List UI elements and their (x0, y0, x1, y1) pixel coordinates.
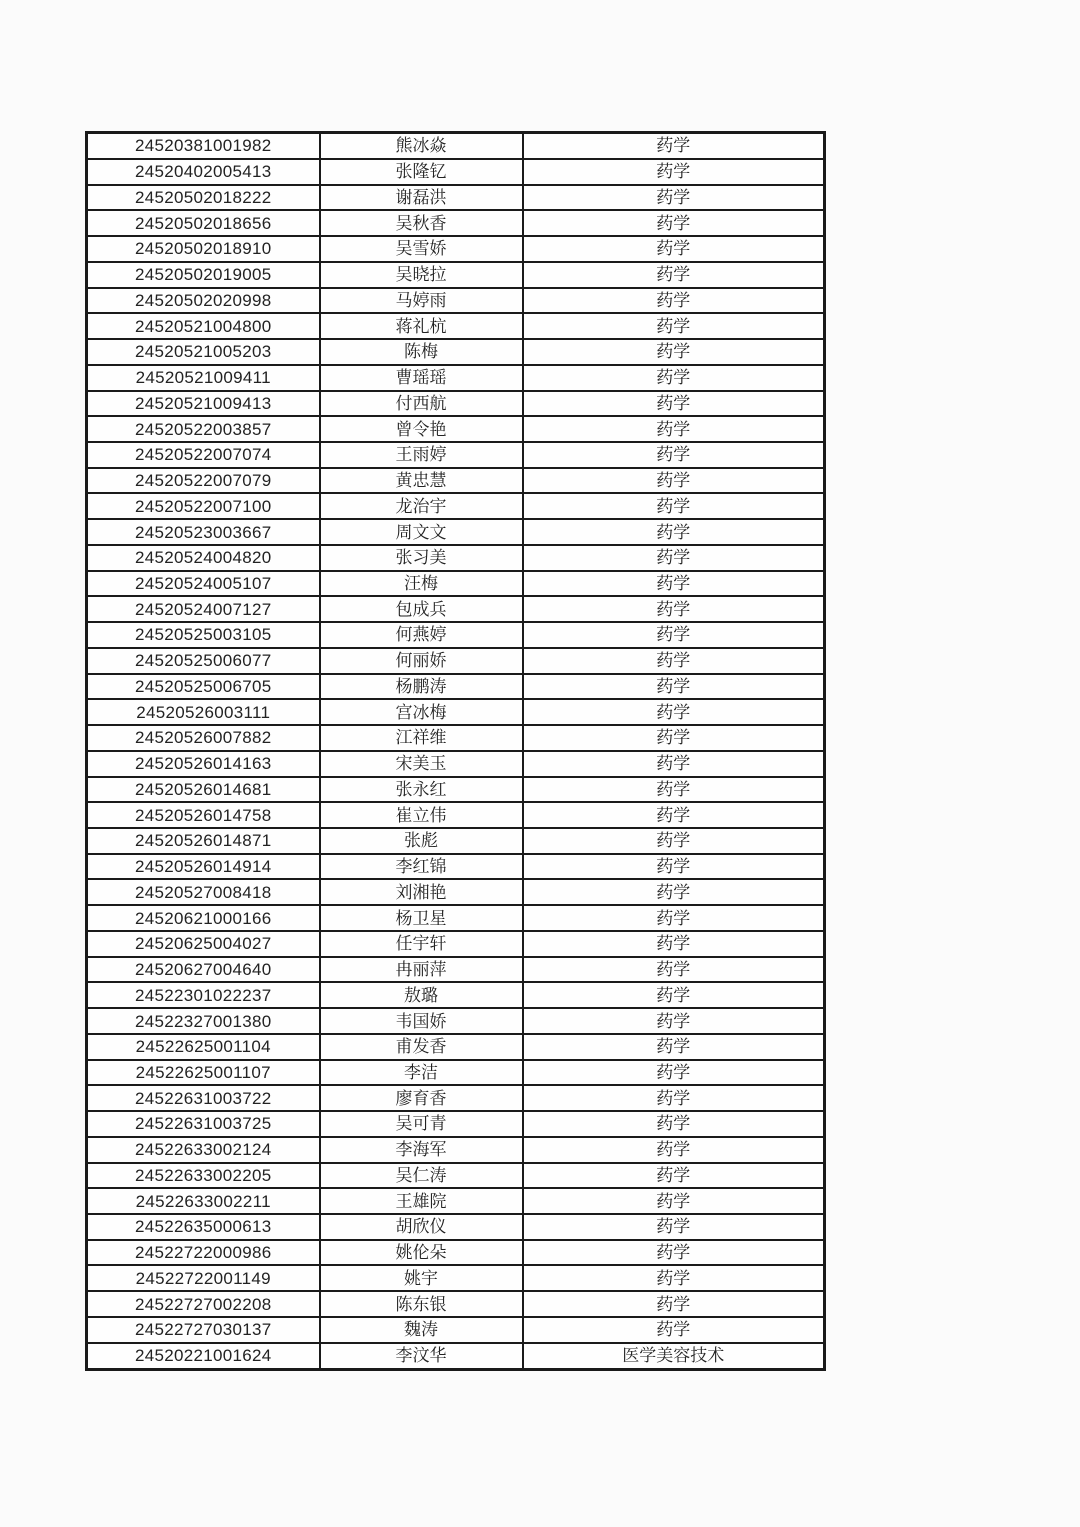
table-row (87, 365, 825, 391)
candidate-name-cell: 宋美玉 (320, 751, 523, 777)
candidate-id-cell: 24520221001624 (87, 1343, 320, 1370)
table-row (87, 262, 825, 288)
major-cell: 药学 (523, 1034, 825, 1060)
candidate-name-cell: 刘湘艳 (320, 879, 523, 905)
major-cell: 药学 (523, 622, 825, 648)
major-cell: 药学 (523, 1137, 825, 1163)
admission-roster-table (85, 131, 826, 1371)
major-cell: 药学 (523, 571, 825, 597)
candidate-id-cell: 24522327001380 (87, 1008, 320, 1034)
candidate-name-cell: 李汶华 (320, 1343, 523, 1370)
candidate-id-cell: 24520523003667 (87, 519, 320, 545)
major-cell: 药学 (523, 442, 825, 468)
candidate-name-cell: 韦国娇 (320, 1008, 523, 1034)
candidate-id-cell: 24522727030137 (87, 1317, 320, 1343)
candidate-id-cell: 24520627004640 (87, 957, 320, 983)
candidate-name-cell: 龙治宇 (320, 493, 523, 519)
candidate-name-cell: 陈梅 (320, 339, 523, 365)
major-cell: 药学 (523, 210, 825, 236)
candidate-name-cell: 姚宇 (320, 1265, 523, 1291)
candidate-name-cell: 周文文 (320, 519, 523, 545)
major-cell: 药学 (523, 1111, 825, 1137)
major-cell: 药学 (523, 854, 825, 880)
table-row (87, 1188, 825, 1214)
major-cell: 药学 (523, 1085, 825, 1111)
candidate-id-cell: 24520521005203 (87, 339, 320, 365)
major-cell: 药学 (523, 931, 825, 957)
candidate-name-cell: 曹瑶瑶 (320, 365, 523, 391)
candidate-name-cell: 吴秋香 (320, 210, 523, 236)
table-row (87, 1137, 825, 1163)
table-row (87, 493, 825, 519)
candidate-name-cell: 付西航 (320, 391, 523, 417)
candidate-id-cell: 24522631003722 (87, 1085, 320, 1111)
candidate-name-cell: 杨卫星 (320, 905, 523, 931)
candidate-name-cell: 江祥维 (320, 725, 523, 751)
candidate-id-cell: 24520521004800 (87, 313, 320, 339)
table-row (87, 442, 825, 468)
candidate-name-cell: 张彪 (320, 828, 523, 854)
candidate-name-cell: 张永红 (320, 777, 523, 803)
major-cell: 药学 (523, 236, 825, 262)
candidate-id-cell: 24520502018656 (87, 210, 320, 236)
major-cell: 药学 (523, 1008, 825, 1034)
candidate-id-cell: 24520381001982 (87, 133, 320, 159)
table-row (87, 648, 825, 674)
major-cell: 药学 (523, 828, 825, 854)
table-row (87, 957, 825, 983)
major-cell: 药学 (523, 133, 825, 159)
candidate-id-cell: 24520522007100 (87, 493, 320, 519)
candidate-id-cell: 24522722000986 (87, 1240, 320, 1266)
candidate-id-cell: 24520525006705 (87, 674, 320, 700)
major-cell: 药学 (523, 313, 825, 339)
table-row (87, 905, 825, 931)
candidate-name-cell: 廖育香 (320, 1085, 523, 1111)
candidate-name-cell: 魏涛 (320, 1317, 523, 1343)
major-cell: 药学 (523, 1163, 825, 1189)
table-row (87, 545, 825, 571)
table-row (87, 1214, 825, 1240)
table-row (87, 1060, 825, 1086)
candidate-id-cell: 24520526014871 (87, 828, 320, 854)
major-cell: 药学 (523, 648, 825, 674)
candidate-id-cell: 24520524005107 (87, 571, 320, 597)
candidate-id-cell: 24520502020998 (87, 288, 320, 314)
candidate-name-cell: 张习美 (320, 545, 523, 571)
major-cell: 药学 (523, 1317, 825, 1343)
candidate-name-cell: 姚伦朵 (320, 1240, 523, 1266)
candidate-name-cell: 陈东银 (320, 1291, 523, 1317)
table-row (87, 854, 825, 880)
candidate-name-cell: 王雨婷 (320, 442, 523, 468)
major-cell: 药学 (523, 185, 825, 211)
candidate-id-cell: 24522633002205 (87, 1163, 320, 1189)
major-cell: 药学 (523, 1060, 825, 1086)
major-cell: 药学 (523, 391, 825, 417)
candidate-name-cell: 崔立伟 (320, 802, 523, 828)
table-row (87, 725, 825, 751)
candidate-id-cell: 24520526014163 (87, 751, 320, 777)
candidate-name-cell: 宫冰梅 (320, 699, 523, 725)
table-row (87, 339, 825, 365)
major-cell: 药学 (523, 416, 825, 442)
table-row (87, 1317, 825, 1343)
candidate-id-cell: 24520524004820 (87, 545, 320, 571)
candidate-name-cell: 熊冰焱 (320, 133, 523, 159)
table-row (87, 1008, 825, 1034)
table-row (87, 828, 825, 854)
table-row (87, 1265, 825, 1291)
table-row (87, 391, 825, 417)
candidate-name-cell: 蒋礼杭 (320, 313, 523, 339)
candidate-id-cell: 24522635000613 (87, 1214, 320, 1240)
candidate-name-cell: 王雄院 (320, 1188, 523, 1214)
table-row (87, 596, 825, 622)
candidate-name-cell: 黄忠慧 (320, 468, 523, 494)
table-row (87, 674, 825, 700)
table-row (87, 236, 825, 262)
candidate-id-cell: 24522722001149 (87, 1265, 320, 1291)
candidate-id-cell: 24520525006077 (87, 648, 320, 674)
major-cell: 药学 (523, 493, 825, 519)
table-row (87, 1085, 825, 1111)
major-cell: 药学 (523, 339, 825, 365)
candidate-name-cell: 何丽娇 (320, 648, 523, 674)
table-row (87, 571, 825, 597)
candidate-id-cell: 24522727002208 (87, 1291, 320, 1317)
candidate-id-cell: 24522631003725 (87, 1111, 320, 1137)
table-row (87, 1240, 825, 1266)
major-cell: 药学 (523, 1188, 825, 1214)
table-row (87, 879, 825, 905)
major-cell: 药学 (523, 545, 825, 571)
candidate-id-cell: 24520526014681 (87, 777, 320, 803)
candidate-id-cell: 24520502019005 (87, 262, 320, 288)
candidate-id-cell: 24520502018222 (87, 185, 320, 211)
table-row (87, 802, 825, 828)
table-row (87, 1163, 825, 1189)
major-cell: 药学 (523, 725, 825, 751)
candidate-id-cell: 24522625001107 (87, 1060, 320, 1086)
candidate-id-cell: 24520522007074 (87, 442, 320, 468)
table-row (87, 288, 825, 314)
candidate-id-cell: 24520522007079 (87, 468, 320, 494)
candidate-name-cell: 吴雪娇 (320, 236, 523, 262)
candidate-id-cell: 24522633002124 (87, 1137, 320, 1163)
candidate-name-cell: 汪梅 (320, 571, 523, 597)
candidate-id-cell: 24520621000166 (87, 905, 320, 931)
candidate-id-cell: 24520526014914 (87, 854, 320, 880)
major-cell: 药学 (523, 699, 825, 725)
candidate-id-cell: 24520526014758 (87, 802, 320, 828)
table-row (87, 468, 825, 494)
table-row (87, 133, 825, 159)
candidate-id-cell: 24520524007127 (87, 596, 320, 622)
table-row (87, 210, 825, 236)
candidate-name-cell: 李红锦 (320, 854, 523, 880)
table-row (87, 159, 825, 185)
table-row (87, 777, 825, 803)
table-row (87, 1111, 825, 1137)
table-row (87, 313, 825, 339)
candidate-id-cell: 24520525003105 (87, 622, 320, 648)
table-row (87, 751, 825, 777)
table-row (87, 622, 825, 648)
major-cell: 药学 (523, 159, 825, 185)
major-cell: 药学 (523, 905, 825, 931)
candidate-id-cell: 24522301022237 (87, 982, 320, 1008)
major-cell: 药学 (523, 365, 825, 391)
major-cell: 药学 (523, 468, 825, 494)
candidate-name-cell: 任宇轩 (320, 931, 523, 957)
candidate-id-cell: 24520402005413 (87, 159, 320, 185)
candidate-id-cell: 24520522003857 (87, 416, 320, 442)
table-row (87, 416, 825, 442)
candidate-name-cell: 包成兵 (320, 596, 523, 622)
candidate-id-cell: 24520526003111 (87, 699, 320, 725)
candidate-name-cell: 马婷雨 (320, 288, 523, 314)
major-cell: 药学 (523, 982, 825, 1008)
major-cell: 药学 (523, 802, 825, 828)
candidate-name-cell: 吴可青 (320, 1111, 523, 1137)
major-cell: 药学 (523, 288, 825, 314)
candidate-name-cell: 张隆钇 (320, 159, 523, 185)
candidate-id-cell: 24520521009411 (87, 365, 320, 391)
major-cell: 药学 (523, 879, 825, 905)
table-row (87, 185, 825, 211)
candidate-name-cell: 吴晓拉 (320, 262, 523, 288)
candidate-id-cell: 24520526007882 (87, 725, 320, 751)
candidate-name-cell: 吴仁涛 (320, 1163, 523, 1189)
candidate-name-cell: 敖璐 (320, 982, 523, 1008)
major-cell: 药学 (523, 1291, 825, 1317)
major-cell: 药学 (523, 674, 825, 700)
major-cell: 药学 (523, 519, 825, 545)
major-cell: 药学 (523, 262, 825, 288)
candidate-name-cell: 冉丽萍 (320, 957, 523, 983)
major-cell: 药学 (523, 1214, 825, 1240)
candidate-name-cell: 甫发香 (320, 1034, 523, 1060)
candidate-id-cell: 24520521009413 (87, 391, 320, 417)
major-cell: 药学 (523, 596, 825, 622)
table-row (87, 982, 825, 1008)
major-cell: 药学 (523, 777, 825, 803)
candidate-name-cell: 谢磊洪 (320, 185, 523, 211)
major-cell: 药学 (523, 1265, 825, 1291)
candidate-id-cell: 24520527008418 (87, 879, 320, 905)
candidate-name-cell: 杨鹏涛 (320, 674, 523, 700)
candidate-id-cell: 24522625001104 (87, 1034, 320, 1060)
table-row (87, 699, 825, 725)
table-row (87, 931, 825, 957)
major-cell: 药学 (523, 957, 825, 983)
roster-rows (87, 133, 825, 1370)
table-row (87, 1343, 825, 1370)
candidate-name-cell: 李海军 (320, 1137, 523, 1163)
candidate-id-cell: 24520625004027 (87, 931, 320, 957)
candidate-name-cell: 李洁 (320, 1060, 523, 1086)
table-row (87, 1291, 825, 1317)
candidate-name-cell: 曾令艳 (320, 416, 523, 442)
candidate-id-cell: 24522633002211 (87, 1188, 320, 1214)
major-cell: 药学 (523, 1240, 825, 1266)
major-cell: 医学美容技术 (523, 1343, 825, 1370)
candidate-name-cell: 胡欣仪 (320, 1214, 523, 1240)
table-row (87, 519, 825, 545)
candidate-name-cell: 何燕婷 (320, 622, 523, 648)
table-row (87, 1034, 825, 1060)
candidate-id-cell: 24520502018910 (87, 236, 320, 262)
major-cell: 药学 (523, 751, 825, 777)
